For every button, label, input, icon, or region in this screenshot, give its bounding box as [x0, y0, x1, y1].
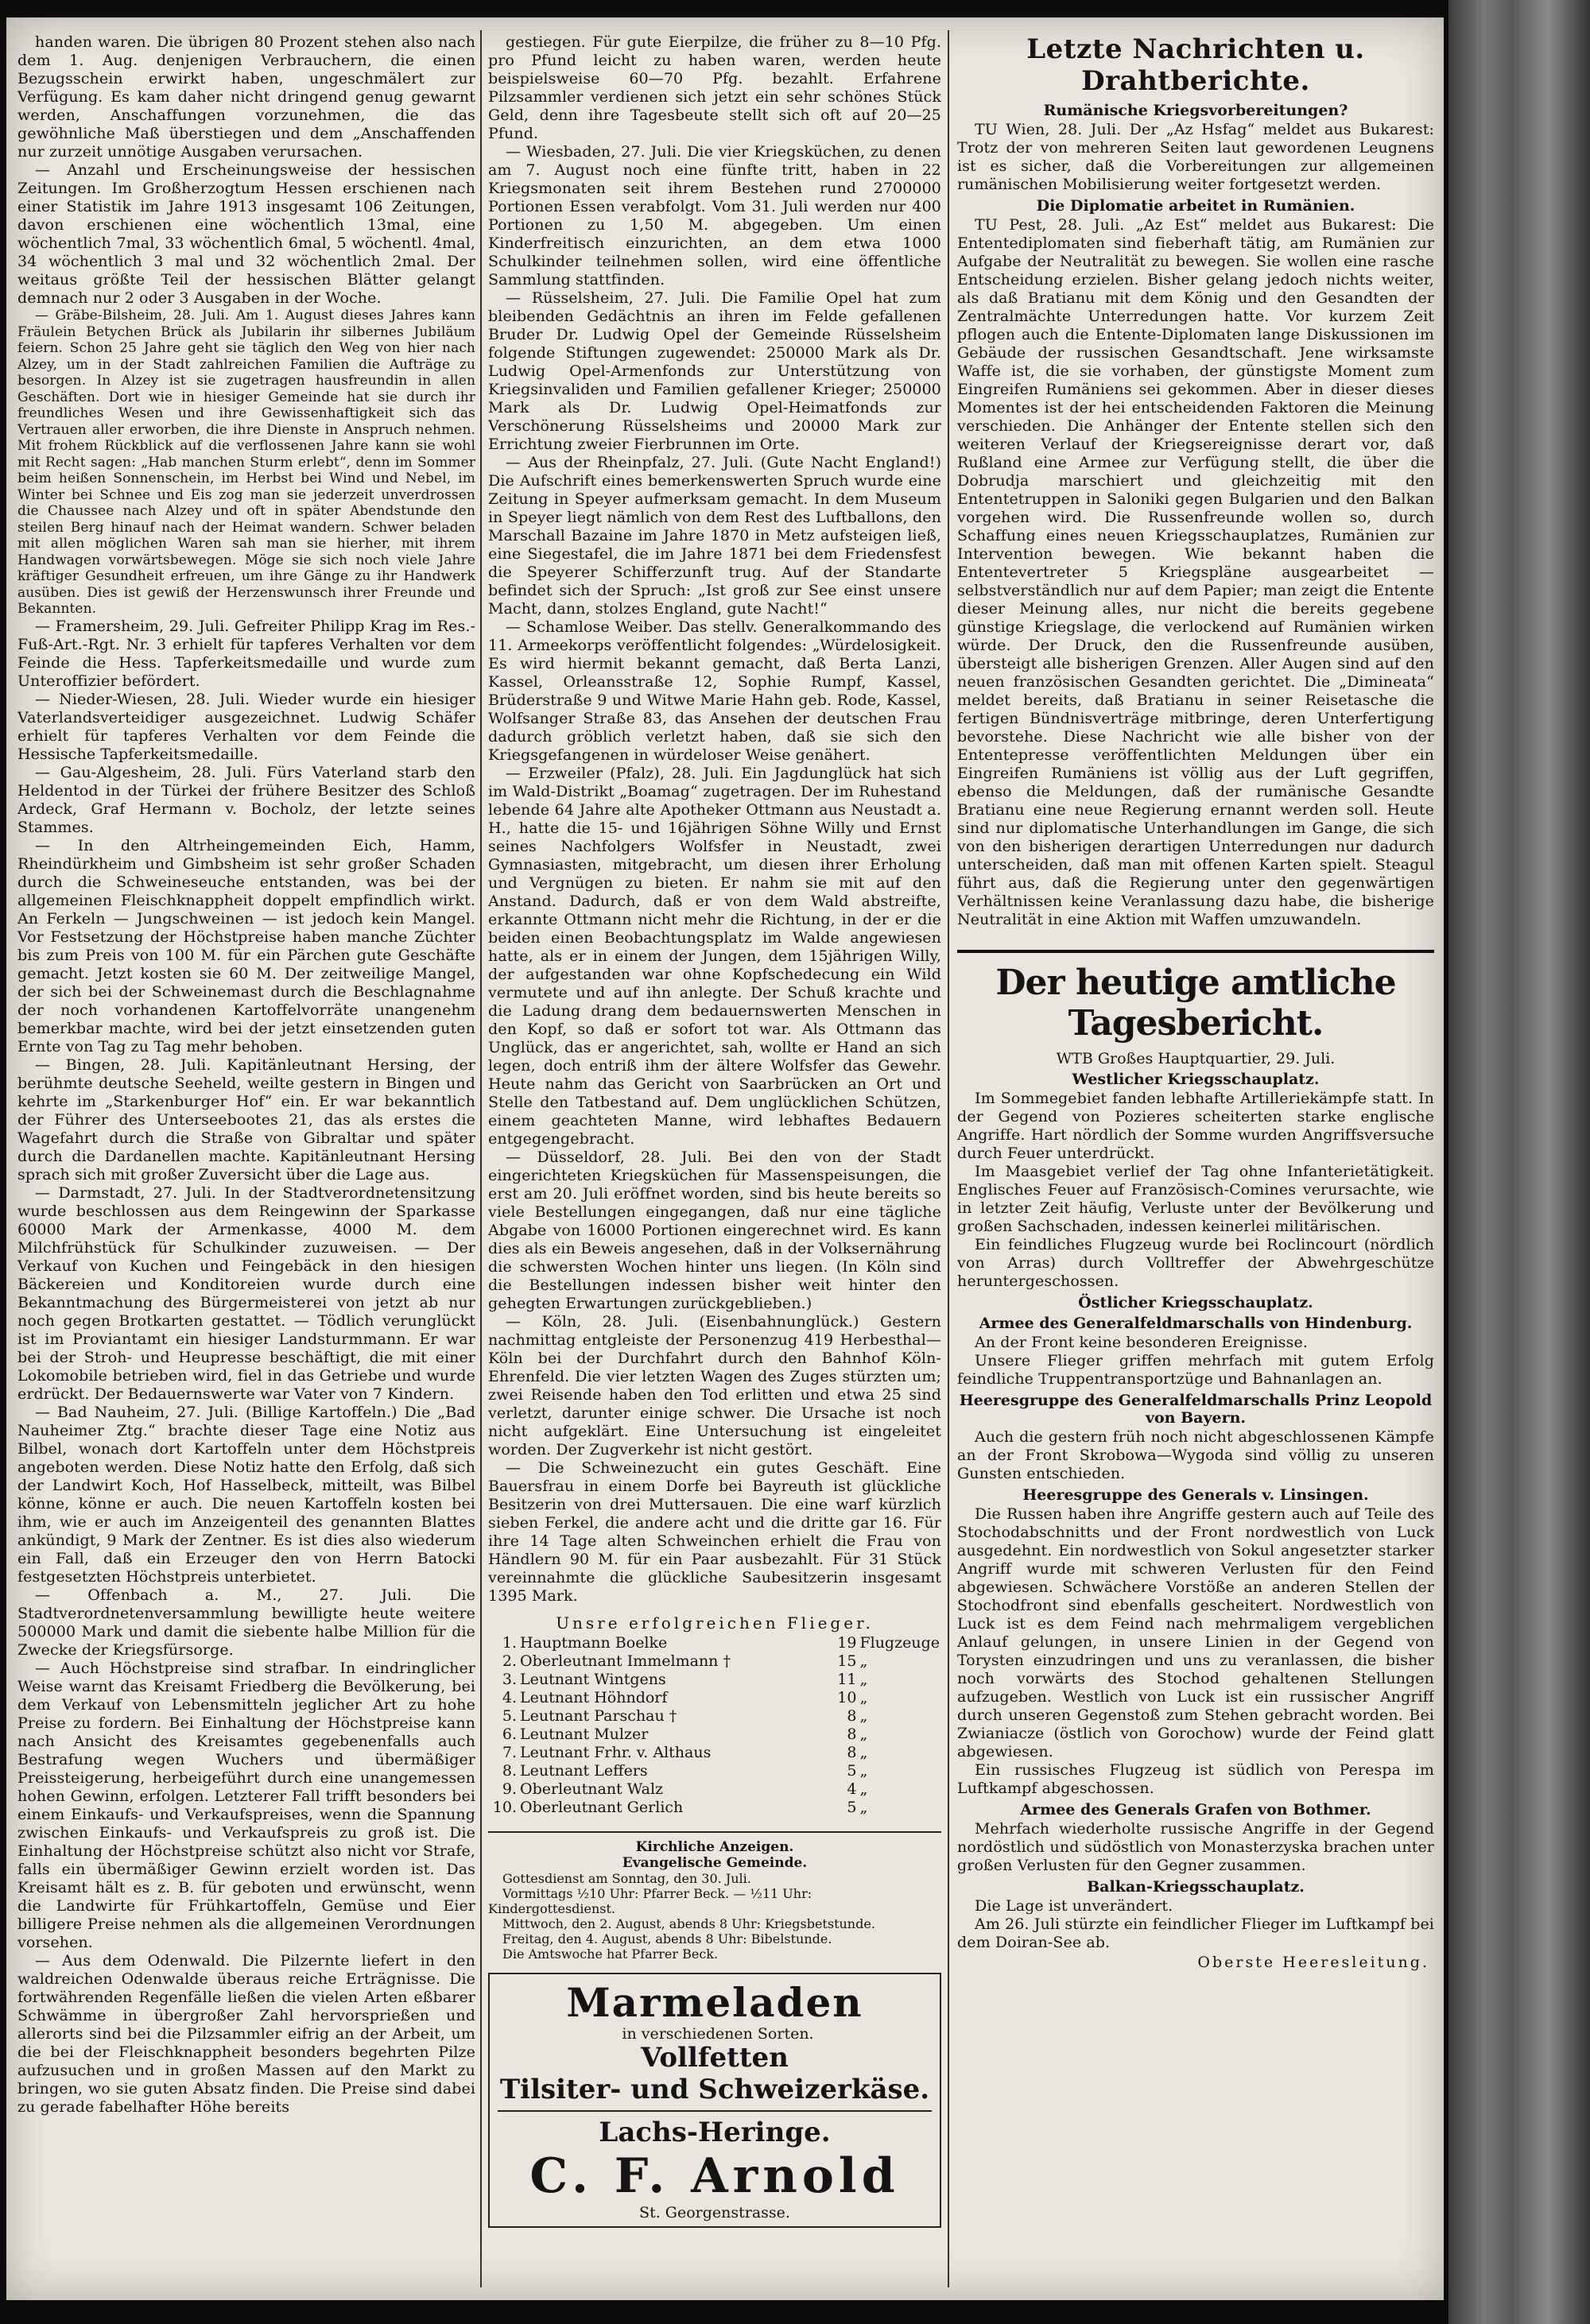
- newspaper-page: [6, 17, 1444, 2300]
- report-paragraph: Die Lage ist unverändert.: [975, 1897, 1173, 1915]
- ad-line: Tilsiter- und Schweizerkäse.: [499, 2074, 930, 2105]
- article-paragraph: — Gau-Algesheim, 28. Juli. Fürs Vaterland starb den Heldentod in der Türkei der frühere Besitzer des Schloß Ardeck, Graf Hermann v. Bocholz, der letzte seines Stammes.: [17, 763, 475, 836]
- article-paragraph: — Köln, 28. Juli. (Eisenbahnunglück.) Gestern nachmittag entgleiste der Personenzug 419 Herbesthal—Köln bei der Durchfahrt durch den Bahnhof Köln-Ehrenfeld. Die vier letzten Wagen des Zuges stürzten um; zwei Reisende haben den Tod erlitten und etwa 25 sind verletzt, darunter einige schwer. Die Ursache ist noch nicht aufgeklärt. Eine Untersuchung ist eingeleitet worden. Der Zugverkehr ist nicht gestört.: [488, 1313, 941, 1458]
- article-paragraph: — Bad Nauheim, 27. Juli. (Billige Kartoffeln.) Die „Bad Nauheimer Ztg.“ brachte dieser Tage eine Notiz aus Bilbel, wonach dort Kartoffeln unter dem Höchstpreis angeboten werden. Diese Notiz hatte den Erfolg, daß sich der Landwirt Koch, Hof Hasselbeck, mitteilt, was Bilbel könne, könne er auch. Die neuen Kartoffeln kosten bei ihm, wie er auch im Anzeigenteil des genannten Blattes ankündigt, 9 Mark der Zentner. Es ist dies also wiederum ein Fall, daß ein Erzeuger den von Herrn Batocki festgesetzten Höchstpreis unterbietet.: [17, 1403, 475, 1586]
- rank: 5.: [502, 1707, 517, 1725]
- front-title: Balkan-Kriegsschauplatz.: [1087, 1878, 1305, 1896]
- article-paragraph: gestiegen. Für gute Eierpilze, die früher zu 8—10 Pfg. pro Pfund leicht zu haben waren, werden heute beispielsweise 60—70 Pfg. bezahlt. Erfahrene Pilzsammler verdienen sich jetzt ein sehr schönes Stück Geld, denn ihre Tagesbeute stellt sich oft auf 20—25 Pfund.: [488, 33, 941, 142]
- table-row: [488, 1799, 941, 1817]
- army-title: Armee des Generalfeldmarschalls von Hindenburg.: [979, 1315, 1413, 1332]
- latest-news-heading: Letzte Nachrichten u. Drahtberichte.: [1026, 33, 1365, 97]
- victories: 15: [837, 1652, 857, 1670]
- church-line: Die Amtswoche hat Pfarrer Beck.: [502, 1946, 719, 1962]
- report-paragraph: Auch die gestern früh noch nicht abgeschlossenen Kämpfe an der Front Skrobowa—Wygoda sind völlig zu unseren Gunsten entschieden.: [957, 1428, 1434, 1482]
- unit: „: [859, 1780, 868, 1798]
- article-paragraph: — Aus dem Odenwald. Die Pilzernte liefert in den waldreichen Odenwalde überaus reiche Erträgnisse. Die fortwährenden Regenfälle ließen die vielen Arten eßbarer Schwämme in übergroßer Zahl hervorsprießen und allerorts sind bei die Pilzsammler eifrig an der Arbeit, um die bei der Fleischknappheit besonders begehrten Pilze aufzusuchen und in großen Massen auf den Markt zu bringen, wo sie guten Absatz finden. Die Preise sind dabei zu gerade fabelhafter Höhe bereits: [17, 1951, 475, 2116]
- report-paragraph: Am 26. Juli stürzte ein feindlicher Flieger im Luftkampf bei dem Doiran-See ab.: [957, 1915, 1434, 1951]
- report-paragraph: Im Maasgebiet verlief der Tag ohne Infanterietätigkeit. Englisches Feuer auf Französisch-Comines verursachte, wie in letzter Zeit häufig, Verluste unter der Bevölkerung und großen Sachschaden, indessen keinerlei militärischen.: [957, 1163, 1434, 1235]
- report-dateline: WTB Großes Hauptquartier, 29. Juli.: [1056, 1050, 1336, 1067]
- table-row: [488, 1689, 941, 1707]
- unit: „: [859, 1726, 868, 1743]
- flier-name: Leutnant Höhndorf: [520, 1689, 668, 1706]
- official-report-banner: Der heutige amtliche Tagesbericht.: [957, 950, 1434, 1044]
- church-line: Vormittags ½10 Uhr: Pfarrer Beck. — ½11 Uhr: Kindergottesdienst.: [488, 1886, 812, 1916]
- column-regional-news: [488, 33, 941, 2291]
- article-paragraph: — Wiesbaden, 27. Juli. Die vier Kriegsküchen, zu denen am 7. August noch eine fünfte tritt, haben in 22 Kriegsmonaten seit ihrem Bestehen rund 2700000 Portionen Essen verabfolgt. Vom 31. Juli werden nur 400 Portionen zu 1,50 M. abgegeben. Um einen Kinderfreitisch einzurichten, an dem etwa 1000 Schulkinder teilnehmen sollen, wird eine öffentliche Sammlung stattfinden.: [488, 143, 941, 289]
- victories: 8: [847, 1707, 857, 1725]
- rank: 1.: [502, 1634, 517, 1652]
- army-title: Heeresgruppe des Generalfeldmarschalls Prinz Leopold von Bayern.: [959, 1392, 1433, 1427]
- article-paragraph: — Nieder-Wiesen, 28. Juli. Wieder wurde ein hiesiger Vaterlandsverteidiger ausgezeichnet. Ludwig Schäfer erhielt für tapferes Verhalten vor dem Feinde die Hessische Tapferkeitsmedaille.: [17, 690, 475, 763]
- victories: 5: [847, 1762, 857, 1780]
- article-paragraph: — Rüsselsheim, 27. Juli. Die Familie Opel hat zum bleibenden Gedächtnis an ihren im Felde gefallenen Bruder Dr. Ludwig Opel der Gemeinde Rüsselsheim folgende Stiftungen zugewendet: 250000 Mark als Dr. Ludwig Opel-Armenfonds zur Unterstützung von Kriegsinvaliden und Familien gefallener Krieger; 250000 Mark als Dr. Ludwig Opel-Heimatfonds zur Verschönerung Rüsselsheims und 20000 Mark zur Errichtung zweier Fierbrunnen im Orte.: [488, 289, 941, 453]
- ad-divider: [498, 2110, 932, 2112]
- unit: „: [859, 1744, 868, 1761]
- article-paragraph: — Düsseldorf, 28. Juli. Bei den von der Stadt eingerichteten Kriegsküchen für Massenspeisungen, die erst am 20. Juli eröffnet worden, sind bis heute bereits so viele Bestellungen eingegangen, daß nur eine tägliche Abgabe von 16000 Portionen eingerechnet wird. Es kann dies als ein Beweis angesehen, daß in der Volksernährung die schwersten Wochen hinter uns liegen. (In Köln sind die Bestellungen indessen bisher weit hinter den gehegten Erwartungen zurückgeblieben.): [488, 1148, 941, 1312]
- report-paragraph: Ein feindliches Flugzeug wurde bei Roclincourt (nördlich von Arras) durch Volltreffer der Abwehrgeschütze heruntergeschossen.: [957, 1236, 1434, 1290]
- victories: 19: [837, 1634, 857, 1652]
- victories: 11: [837, 1671, 857, 1688]
- table-row: [488, 1707, 941, 1726]
- rank: 4.: [502, 1689, 517, 1706]
- rank: 8.: [502, 1762, 517, 1780]
- column-latest-news: [957, 33, 1434, 2291]
- column-local-news: [17, 33, 475, 2291]
- article-paragraph: — Darmstadt, 27. Juli. In der Stadtverordnetensitzung wurde beschlossen aus dem Reingewinn der Sparkasse 60000 Mark der Armenkasse, 4000 M. dem Milchfrühstück für Schulkinder zuzuweisen. — Der Verkauf von Kuchen und Feingebäck in den hiesigen Bäckereien und Konditoreien wurde durch eine Bekanntmachung des Bürgermeisterei von jetzt ab nur noch gegen Brotkarten gestattet. — Tödlich verunglückt ist im Proviantamt ein hiesiger Landsturmmann. Er war bei der Stroh- und Heupresse beschäftigt, die mit einer Lokomobile betrieben wird, fiel in das Getriebe und wurde erdrückt. Der Bedauernswerte war Vater von 7 Kindern.: [17, 1183, 475, 1403]
- table-row: [488, 1744, 941, 1762]
- church-subtitle: Evangelische Gemeinde.: [622, 1855, 808, 1871]
- table-row: [488, 1762, 941, 1780]
- flier-name: Oberleutnant Walz: [520, 1780, 664, 1798]
- front-title: Östlicher Kriegsschauplatz.: [1078, 1294, 1313, 1311]
- flier-name: Leutnant Frhr. v. Althaus: [520, 1744, 712, 1761]
- report-paragraph: Ein russisches Flugzeug ist südlich von Perespa im Luftkampf abgeschossen.: [957, 1761, 1434, 1797]
- victories: 10: [837, 1689, 857, 1706]
- article-paragraph: — Bingen, 28. Juli. Kapitänleutnant Hersing, der berühmte deutsche Seeheld, weilte gestern in Bingen und kehrte im „Starkenburger Hof“ ein. Er war bekanntlich der Führer des Unterseebootes 21, das als erstes die Wagefahrt durch die Straße von Gibraltar und später durch die Dardanellen machte. Kapitänleutnant Hersing sprach sich mit großer Zuversicht über die Lage aus.: [17, 1055, 475, 1183]
- rank: 10.: [492, 1799, 517, 1816]
- unit: „: [859, 1762, 868, 1780]
- flier-name: Oberleutnant Immelmann †: [520, 1652, 731, 1670]
- article-paragraph: — Framersheim, 29. Juli. Gefreiter Philipp Krag im Res.-Fuß-Art.-Rgt. Nr. 3 erhielt für tapferes Verhalten vor dem Feinde die Hess. Tapferkeitsmedaille und wurde zum Unteroffizier befördert.: [17, 617, 475, 690]
- victories: 8: [847, 1744, 857, 1761]
- article-paragraph: — Schamlose Weiber. Das stellv. Generalkommando des 11. Armeekorps veröffentlicht folgendes: „Würdelosigkeit. Es wird hiermit bekannt gemacht, daß Berta Lanzi, Kassel, Orleansstraße 12, Sophie Rumpf, Kassel, Brüderstraße 9 und Witwe Marie Hahn geb. Rode, Kassel, Wolfsanger Straße 83, das Ansehen der deutschen Frau dadurch gröblich verletzt haben, daß sie sich den Kriegsgefangenen in würdeloser Weise genähert.: [488, 618, 941, 764]
- article-title: Rumänische Kriegsvorbereitungen?: [1043, 102, 1348, 119]
- table-row: [488, 1780, 941, 1799]
- table-row: [488, 1652, 941, 1671]
- book-binding-edge: [1448, 0, 1590, 2324]
- church-line: Mittwoch, den 2. August, abends 8 Uhr: Kriegsbetstunde.: [502, 1916, 875, 1931]
- army-title: Heeresgruppe des Generals v. Linsingen.: [1022, 1486, 1369, 1504]
- fliers-table: [488, 1634, 941, 1817]
- ad-title: Marmeladen: [566, 1979, 863, 2026]
- church-notices: [488, 1831, 941, 1962]
- unit: „: [859, 1671, 868, 1688]
- article-paragraph: — Erzweiler (Pfalz), 28. Juli. Ein Jagdunglück hat sich im Wald-Distrikt „Boamag“ zugetragen. Der im Ruhestand lebende 64 Jahre alte Apotheker Ottmann aus Neustadt a. H., hatte die 15- und 16jährigen Söhne Willy und Ernst seines Nachfolgers Wolfsfer in Neustadt, zwei Gymnasiasten, mitgebracht, um diesen ihrer Erholung und Vergnügen zu bieten. Er nahm sie mit auf den Anstand. Dadurch, daß er von dem Wald abstreifte, erkannte Ottmann nicht mehr die Richtung, in der er die beiden einen Beobachtungsplatz im Walde angewiesen hatte, als er in einem der Jungen, dem 15jährigen Willy, der aufgestanden war ohne Kopfschedecung ein Wild vermutete und auf ihn anlegte. Der Schuß krachte und die Ladung drang dem bedauernswerten Menschen in den Kopf, so daß er sofort tot war. Als Ottmann das Unglück, das er angerichtet, sah, wollte er Hand an sich legen, doch entriß ihm der ältere Wolfsfer das Gewehr. Heute nahm das Gericht von Saarbrücken an Ort und Stelle den Tatbestand auf. Dem unglücklichen Schützen, einem geachteten Manne, wird lebhaftes Bedauern entgegengebracht.: [488, 765, 941, 1148]
- unit: „: [859, 1689, 868, 1706]
- church-line: Gottesdienst am Sonntag, den 30. Juli.: [502, 1871, 751, 1886]
- article-paragraph: TU Wien, 28. Juli. Der „Az Hsfag“ meldet aus Bukarest: Trotz der von mehreren Seiten laut gewordenen Leugnens ist es sicher, daß die Vorbereitungen zur allgemeinen rumänischen Mobilisierung weiter fortgesetzt werden.: [957, 121, 1434, 193]
- article-paragraph: — In den Altrheingemeinden Eich, Hamm, Rheindürkheim und Gimbsheim ist sehr großer Schaden durch die Schweineseuche entstanden, was bei der allgemeinen Fleischknappheit doppelt empfindlich wirkt. An Ferkeln — Jungschweinen — ist jedoch kein Mangel. Vor Festsetzung der Höchstpreise haben manche Züchter bis zum Preis von 100 M. für ein Pärchen gute Geschäfte gemacht. Jetzt kosten sie 60 M. Der zeitweilige Mangel, der sich bei der Schweinemast durch die Beschlagnahme der noch vorhandenen Kartoffelvorräte unangenehm bemerkbar machte, wird bei der jetzt einsetzenden guten Ernte von Tag zu Tag mehr behoben.: [17, 836, 475, 1055]
- article-paragraph: — Anzahl und Erscheinungsweise der hessischen Zeitungen. Im Großherzogtum Hessen erschienen nach einer Statistik im Jahre 1913 insgesamt 106 Zeitungen, davon erschienen eine wöchentlich 13mal, eine wöchentlich 7mal, 33 wöchentlich 6mal, 5 wöchentl. 4mal, 34 wöchentlich 3 mal und 32 wöchentlich 2mal. Der weitaus größte Teil der hessischen Blätter gelangt demnach nur 2 oder 3 Ausgaben in der Woche.: [17, 161, 475, 307]
- rank: 3.: [502, 1671, 517, 1688]
- unit: „: [859, 1799, 868, 1816]
- report-paragraph: Mehrfach wiederholte russische Angriffe in der Gegend nordöstlich und südöstlich von Monasterzyska brachen unter großen Verlusten für den Gegner zusammen.: [957, 1820, 1434, 1874]
- advertisement: [488, 1973, 941, 2228]
- church-title: Kirchliche Anzeigen.: [635, 1839, 794, 1855]
- ad-line: Vollfetten: [641, 2042, 789, 2074]
- ad-line: Lachs-Heringe.: [599, 2117, 831, 2148]
- ad-firm-name: C. F. Arnold: [529, 2148, 900, 2204]
- unit: Flugzeuge: [859, 1634, 940, 1652]
- flier-name: Leutnant Mulzer: [520, 1726, 649, 1743]
- front-title: Westlicher Kriegsschauplatz.: [1072, 1071, 1320, 1088]
- article-paragraph: handen waren. Die übrigen 80 Prozent stehen also nach dem 1. Aug. denjenigen Verbrauchern, die einen Bezugsschein erwirkt haben, ungeschmälert zur Verfügung. Es kam daher nicht dringend genug gewarnt werden, Anschaffungen vorzunehmen, die das gewöhnliche Maß überstiegen und dem „Anschaffenden nur zurzeit unnötige Ausgaben verursachen.: [17, 33, 475, 161]
- flier-name: Oberleutnant Gerlich: [520, 1799, 684, 1816]
- ad-note: in verschiedenen Sorten.: [622, 2025, 814, 2043]
- rank: 9.: [502, 1780, 517, 1798]
- flier-name: Hauptmann Boelke: [520, 1634, 668, 1652]
- victories: 8: [847, 1726, 857, 1743]
- victories: 5: [847, 1799, 857, 1816]
- table-row: [488, 1634, 941, 1652]
- victories: 4: [847, 1780, 857, 1798]
- article-paragraph: TU Pest, 28. Juli. „Az Est“ meldet aus Bukarest: Die Ententediplomaten sind fieberhaft tätig, am Rumänien zur Aufgabe der Neutralität zu bewegen. Sie wollen eine rasche Entscheidung erzielen. Bisher gelang jedoch nichts weiter, als daß Bratianu mit dem König und den Gesandten der Zentralmächte Unterredungen hatte. Vor kurzem Zeit pflogen auch die Entente-Diplomaten lange Diskussionen im Gebäude der russischen Gesandtschaft. Jene wirksamste Waffe ist, die sie vorhaben, der günstigste Moment zum Eingreifen Rumäniens sei gekommen. Aber in dieser dieses Momentes ist der hei entscheidenden Faktoren die Meinung verschieden. Die Anhänger der Entente stellen sich den weiteren Verlauf der Kriegsereignisse derart vor, daß Rußland eine Armee zur Verfügung stellt, die über die Dobrudja marschiert und gleichzeitig mit den Ententetruppen in Saloniki gegen Bulgarien und den Balkan vorgehen wird. Die Russenfreunde wollen so, durch Schaffung eines neuen Kriegsschauplatzes, Rumänien zur Intervention bewegen. Wie bekannt haben die Ententevertreter 5 Kriegspläne ausgearbeitet — selbstverständlich nur auf dem Papier; man zeigt die Entente dieser Meinung alles, nur nicht die bereits gegebene günstige Kriegslage, die verlockend auf Rumänien wirken würde. Der Druck, den die Russenfreunde ausüben, übersteigt alle bisherigen Grenzen. Aller Augen sind auf den neuen französischen Gesandten gerichtet. Die „Dimineata“ meldet bereits, daß Bratianu in seiner Reisetasche die fertigen Bündnisverträge mitbringe, deren Unterfertigung bevorstehe. Diese Nachricht wie alle bisher von der Ententepresse veröffentlichten Meldungen über ein Eingreifen Rumäniens ist völlig aus der Luft gegriffen, ebenso die Meldungen, daß der rumänische Gesandte Bratianu eine neue Regierung ernannt werden soll. Heute sind nur diplomatische Unterhandlungen im Gange, die sich von den bisherigen derartigen Unterredungen nur dadurch unterscheiden, daß man mit offenen Karten spielt. Steagul führt aus, daß die Regierung unter den gegenwärtigen Verhältnissen keine Veranlassung dazu habe, die bisherige Neutralität in eine Aktion mit Waffen umzuwandeln.: [957, 216, 1434, 928]
- unit: „: [859, 1707, 868, 1725]
- report-signature: Oberste Heeresleitung.: [1197, 1954, 1429, 1971]
- column-rule: [948, 30, 949, 2287]
- article-paragraph: — Offenbach a. M., 27. Juli. Die Stadtverordnetenversammlung bewilligte heute weitere 500000 Mark und damit die siebente halbe Million für die Zwecke der Kriegsfürsorge.: [17, 1586, 475, 1659]
- report-paragraph: An der Front keine besonderen Ereignisse.: [975, 1334, 1308, 1351]
- rank: 7.: [502, 1744, 517, 1761]
- unit: „: [859, 1652, 868, 1670]
- article-paragraph: — Die Schweinezucht ein gutes Geschäft. Eine Bauersfrau in einem Dorfe bei Bayreuth ist glückliche Besitzerin von drei Muttersauen. Die eine warf kürzlich sieben Ferkel, die andere acht und die dritte gar 16. Für ihre 14 Tage alten Schweinchen erhielt die Frau von Händlern 90 M. für ein Paar ausbezahlt. Für 31 Stück vereinnahmte die glückliche Saubesitzerin insgesamt 1395 Mark.: [488, 1459, 941, 1605]
- ad-address: St. Georgenstrasse.: [639, 2204, 790, 2221]
- report-paragraph: Im Sommegebiet fanden lebhafte Artilleriekämpfe statt. In der Gegend von Pozieres scheiterten starke englische Angriffe. Hart nördlich der Somme wurden Angriffsversuche durch Feuer unterdrückt.: [957, 1090, 1434, 1162]
- column-rule: [480, 30, 482, 2287]
- flier-name: Leutnant Parschau †: [520, 1707, 677, 1725]
- rank: 2.: [502, 1652, 517, 1670]
- table-row: [488, 1671, 941, 1689]
- article-paragraph: — Auch Höchstpreise sind strafbar. In eindringlicher Weise warnt das Kreisamt Friedberg die Bevölkerung, bei dem Verkauf von Lebensmitteln jeglicher Art zu hohe Preise zu fordern. Bei Einhaltung der Höchstpreise kann nach Ansicht des Kreisamtes gegebenenfalls auch Bestrafung wegen Wuchers und übermäßiger Preissteigerung, herbeigeführt durch eine unangemessen hohen Gewinn, erfolgen. Letzterer Fall trifft besonders bei einem Einkaufs- und Verkaufspreises, wenn die Spannung zwischen Einkaufs- und Verkaufspreis zu groß ist. Die Einhaltung der Höchstpreise schützt also nicht vor Strafe, falls ein übermäßiger Gewinn erzielt worden ist. Das Kreisamt hält es z. B. für geboten und erwünscht, wenn die Landwirte für Frühkartoffeln, Gemüse und Eier billigere Preise nehmen als die allgemeinen Verordnungen vorsehen.: [17, 1659, 475, 1951]
- article-paragraph: — Aus der Rheinpfalz, 27. Juli. (Gute Nacht England!) Die Aufschrift eines bemerkenswerten Spruch wurde eine Zeitung in Speyer aufmerksam gemacht. In dem Museum in Speyer liegt nämlich von dem Rest des Luftballons, den Marschall Bazaine im Jahre 1870 in Metz aufsteigen ließ, eine Siegestafel, die im Jahre 1871 bei dem Friedensfest die Speyerer Schifferzunft trug. Auf der Standarte befindet sich der Spruch: „Ist groß zur See einst unsere Macht, dann, stolzes England, gute Nacht!“: [488, 454, 941, 618]
- report-paragraph: Unsere Flieger griffen mehrfach mit gutem Erfolg feindliche Truppentransportzüge und Bahnanlagen an.: [957, 1352, 1434, 1388]
- flier-name: Leutnant Leffers: [520, 1762, 648, 1780]
- fliers-heading: Unsre erfolgreichen Flieger.: [556, 1613, 874, 1633]
- article-paragraph: — Gräbe-Bilsheim, 28. Juli. Am 1. August dieses Jahres kann Fräulein Betychen Brück als Jubilarin ihr silbernes Jubiläum feiern. Schon 25 Jahre geht sie täglich den Weg von hier nach Alzey, um in der Stadt zahlreichen Familien die Aufträge zu besorgen. In Alzey ist sie zugetragen hausfreundin in allen Geschäften. Dort wie in hiesiger Gemeinde hat sie durch ihr freundliches Wesen und ihre Gewissenhaftigkeit sich das Vertrauen aller erworben, die ihre Dienste in Anspruch nehmen. Mit frohem Rückblick auf die verflossenen Jahre kann sie wohl mit Recht sagen: „Hab manchen Sturm erlebt“, denn im Sommer beim heißen Sonnenschein, im Herbst bei Wind und Nebel, im Winter bei Schnee und Eis zog man sie jederzeit unverdrossen die Chaussee nach Alzey und oft in später Abendstunde den steilen Berg hinauf nach der Heimat wandern. Schwer beladen mit allen möglichen Waren sah man sie hierher, mit ihrem Handwagen vorwärtsbewegen. Möge sie sich noch viele Jahre kräftiger Gesundheit erfreuen, um ihre Gänge zu ihr Handwerk ausüben. Dies ist gewiß der Herzenswunsch ihrer Freunde und Bekannten.: [17, 308, 475, 617]
- army-title: Armee des Generals Grafen von Bothmer.: [1020, 1801, 1371, 1819]
- article-title: Die Diplomatie arbeitet in Rumänien.: [1036, 197, 1355, 215]
- table-row: [488, 1726, 941, 1744]
- flier-name: Leutnant Wintgens: [520, 1671, 666, 1688]
- church-line: Freitag, den 4. August, abends 8 Uhr: Bibelstunde.: [502, 1931, 832, 1946]
- rank: 6.: [502, 1726, 517, 1743]
- report-paragraph: Die Russen haben ihre Angriffe gestern auch auf Teile des Stochodabschnitts und der Front nordwestlich von Luck ausgedehnt. Ein nordwestlich von Sokul angesetzter starker Angriff wurde mit schweren Verlusten für den Feind abgewiesen. Schwächere Vorstöße an anderen Stellen der Stochodfront sind ebenfalls gescheitert. Nordwestlich von Luck ist es dem Feind nach mehrmaligem vergeblichen Anlauf gelungen, in unsere Linien in der Gegend von Torysten einzudringen und uns zu veranlassen, die bisher noch vorwärts des Stochod gehaltenen Stellungen aufzugeben. Westlich von Luck ist ein russischer Angriff durch unseren Gegenstoß zum Stehen gebracht worden. Bei Zwianiacze (östlich von Gorochow) wurde der Feind glatt abgewiesen.: [957, 1505, 1434, 1760]
